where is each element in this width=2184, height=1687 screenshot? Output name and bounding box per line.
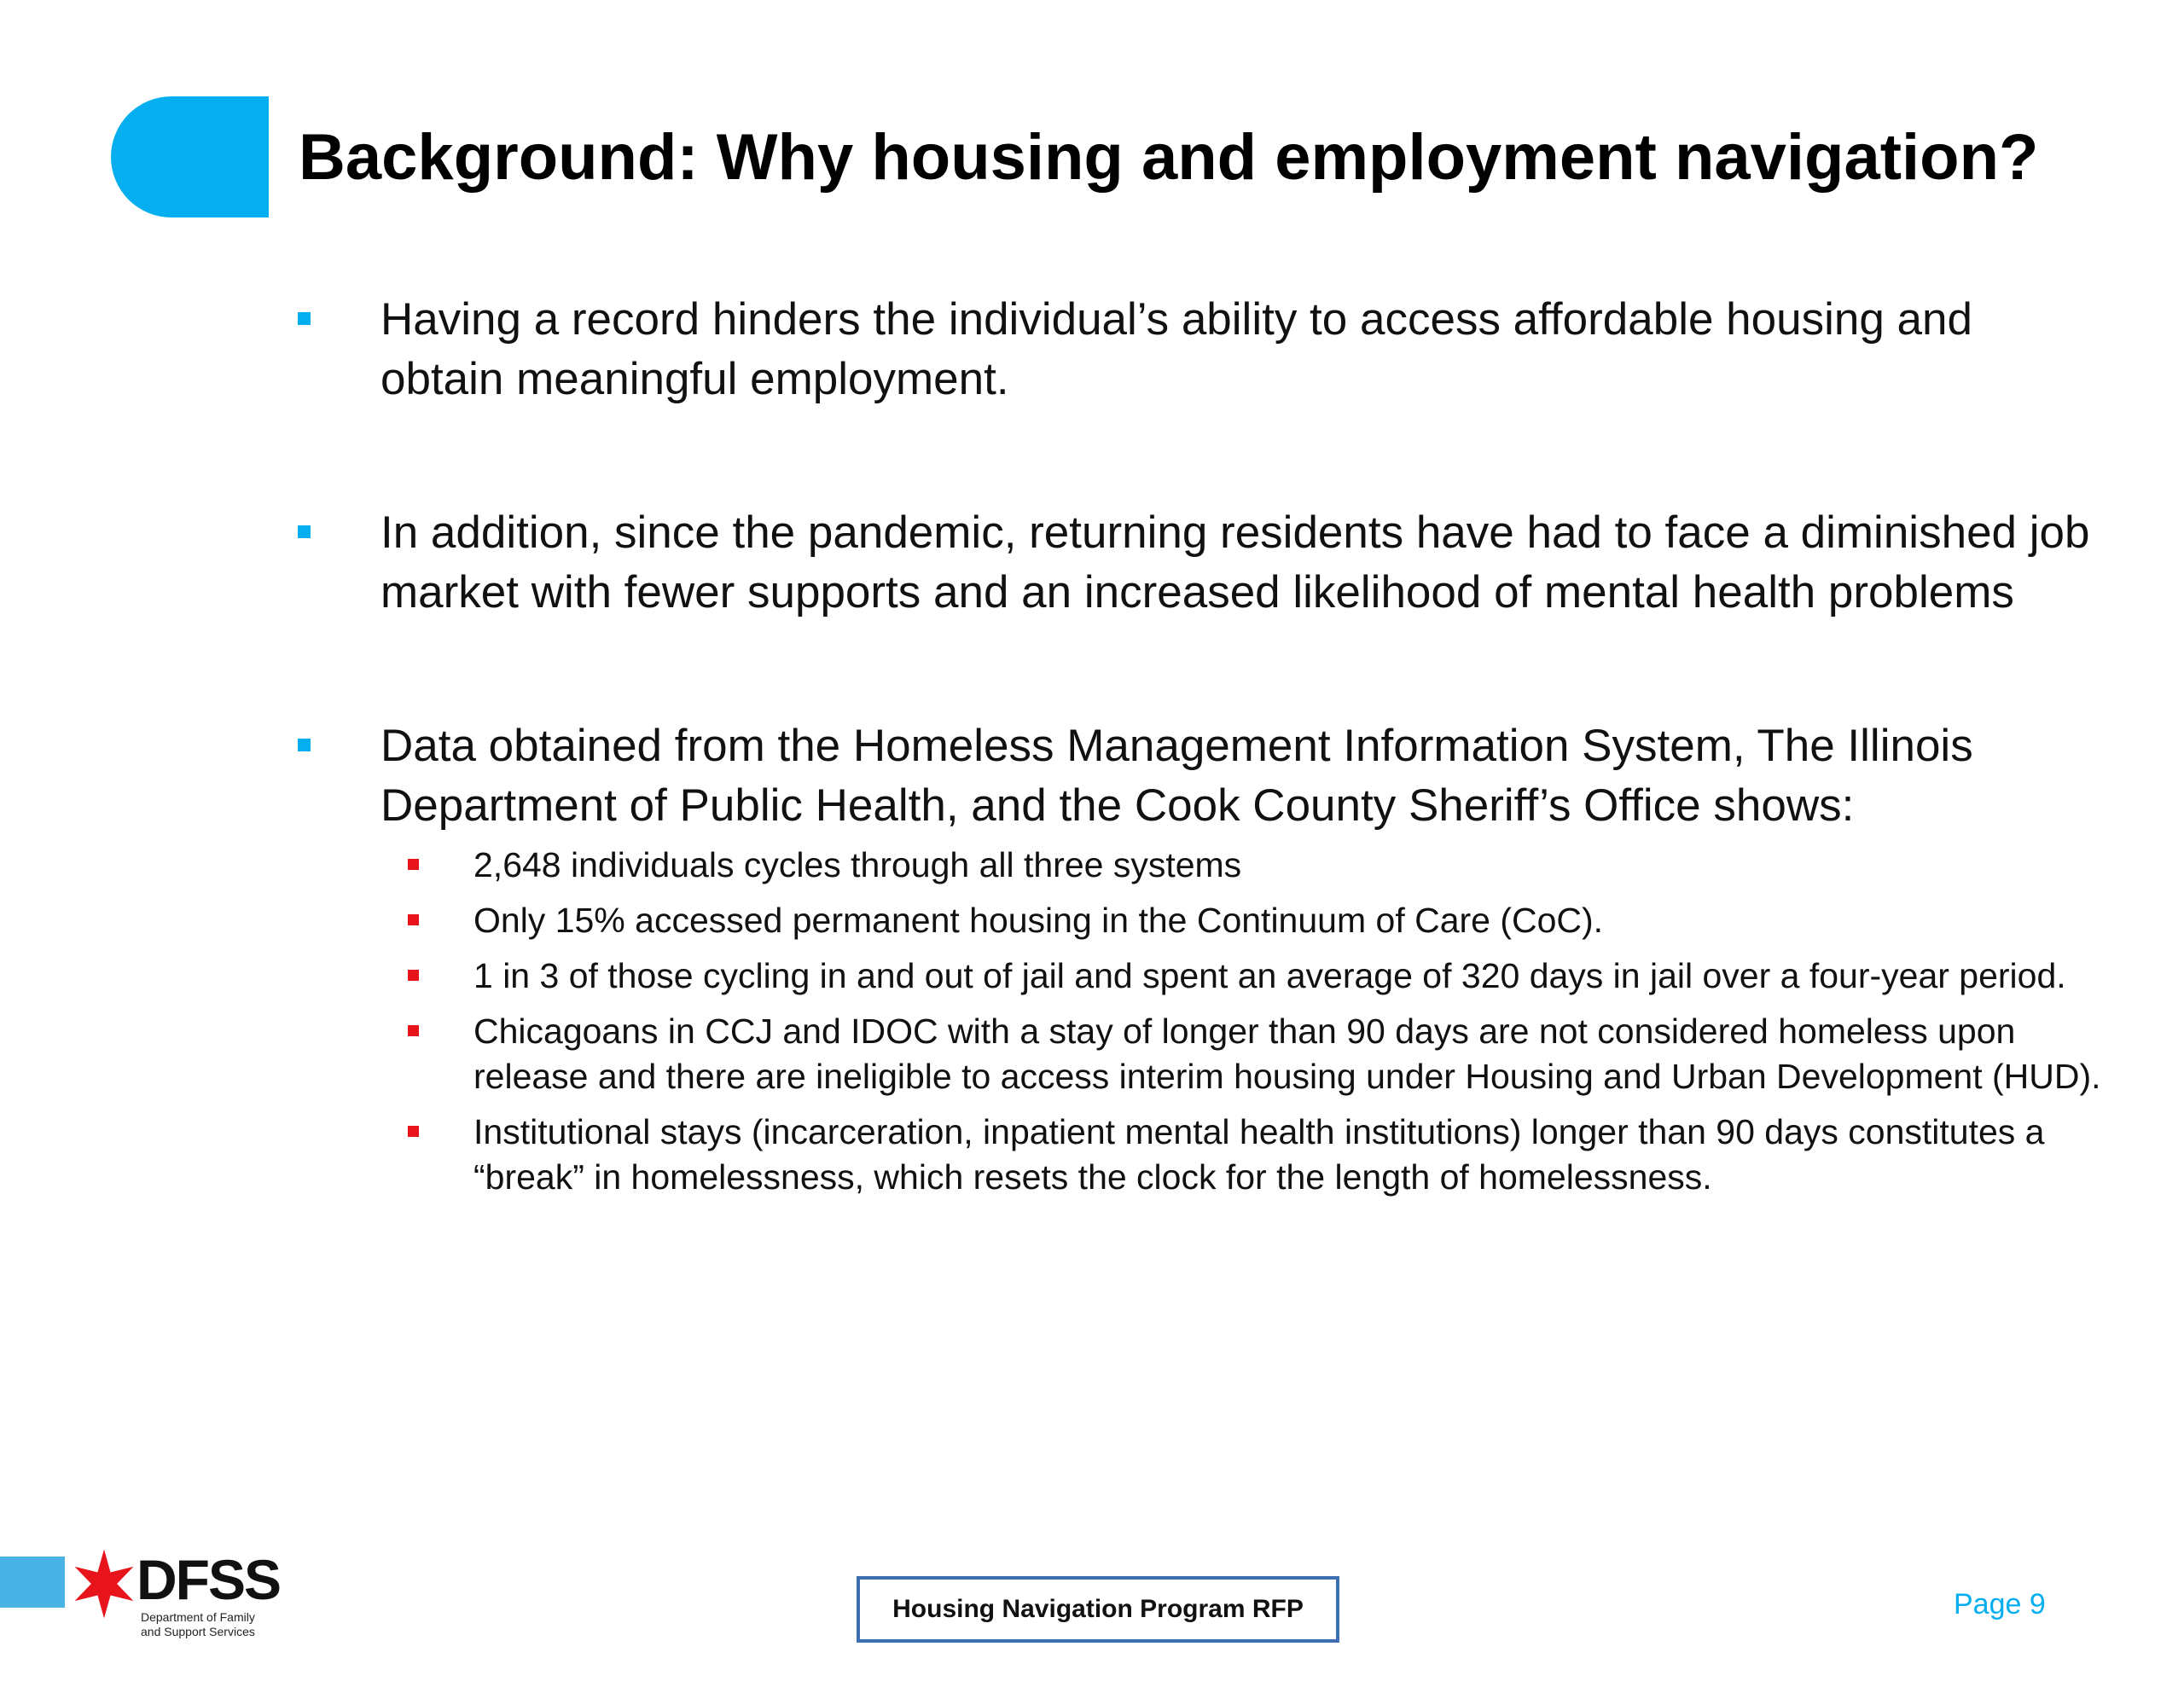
red-square-bullet-icon (408, 914, 419, 925)
sub-bullet-text: Institutional stays (incarceration, inpatient mental health institutions) longer than 90 days constitutes a “break” in homelessness, which resets the clock for the length of homelessness. (473, 1112, 2045, 1197)
page-number: Page 9 (1954, 1588, 2046, 1620)
bullet-text: In addition, since the pandemic, returning residents have had to face a diminished job market with fewer supports and an increased likelihood of mental health problems (380, 507, 2090, 617)
dfss-logo (0, 1548, 282, 1642)
red-square-bullet-icon (408, 1025, 419, 1036)
sub-bullet-item (290, 843, 2107, 888)
footer-program-label (857, 1576, 1339, 1643)
sub-bullet-list (380, 843, 2107, 1200)
sub-bullet-text: Chicagoans in CCJ and IDOC with a stay of longer than 90 days are not considered homeless upon release and there are ineligible to access interim housing under Housing and Urban Development (HUD). (473, 1012, 2101, 1096)
bullet-list (290, 290, 2107, 1210)
logo-subtitle-line: and Support Services (141, 1625, 255, 1638)
red-square-bullet-icon (408, 1126, 419, 1137)
red-square-bullet-icon (408, 970, 419, 981)
sub-bullet-text: 1 in 3 of those cycling in and out of jail and spent an average of 320 days in jail over a four-year period. (473, 956, 2066, 995)
bullet-text: Having a record hinders the individual’s ability to access affordable housing and obtain meaningful employment. (380, 294, 1972, 404)
square-bullet-icon (298, 525, 311, 538)
logo-subtitle-line: Department of Family (141, 1610, 255, 1624)
title-accent-tab (111, 96, 269, 217)
red-square-bullet-icon (408, 859, 419, 870)
logo-blue-bar (0, 1557, 65, 1608)
sub-bullet-item (290, 898, 2107, 943)
logo-subtitle (141, 1610, 286, 1639)
chicago-star-icon (68, 1548, 140, 1620)
sub-bullet-item (290, 954, 2107, 999)
sub-bullet-item (290, 1110, 2107, 1200)
bullet-item (290, 716, 2107, 1200)
sub-bullet-item (290, 1009, 2107, 1099)
page-title: Background: Why housing and employment navigation? (299, 121, 2039, 194)
footer-program-text: Housing Navigation Program RFP (892, 1595, 1304, 1623)
square-bullet-icon (298, 739, 311, 751)
sub-bullet-text: 2,648 individuals cycles through all three systems (473, 845, 1242, 884)
bullet-item (290, 290, 2107, 409)
sub-bullet-text: Only 15% accessed permanent housing in the Continuum of Care (CoC). (473, 901, 1604, 940)
bullet-text: Data obtained from the Homeless Management Information System, The Illinois Department of Public Health, and the Cook County Sheriff’s Office shows: (380, 721, 1973, 831)
logo-wordmark: DFSS (136, 1548, 281, 1611)
square-bullet-icon (298, 312, 311, 325)
bullet-item (290, 503, 2107, 623)
